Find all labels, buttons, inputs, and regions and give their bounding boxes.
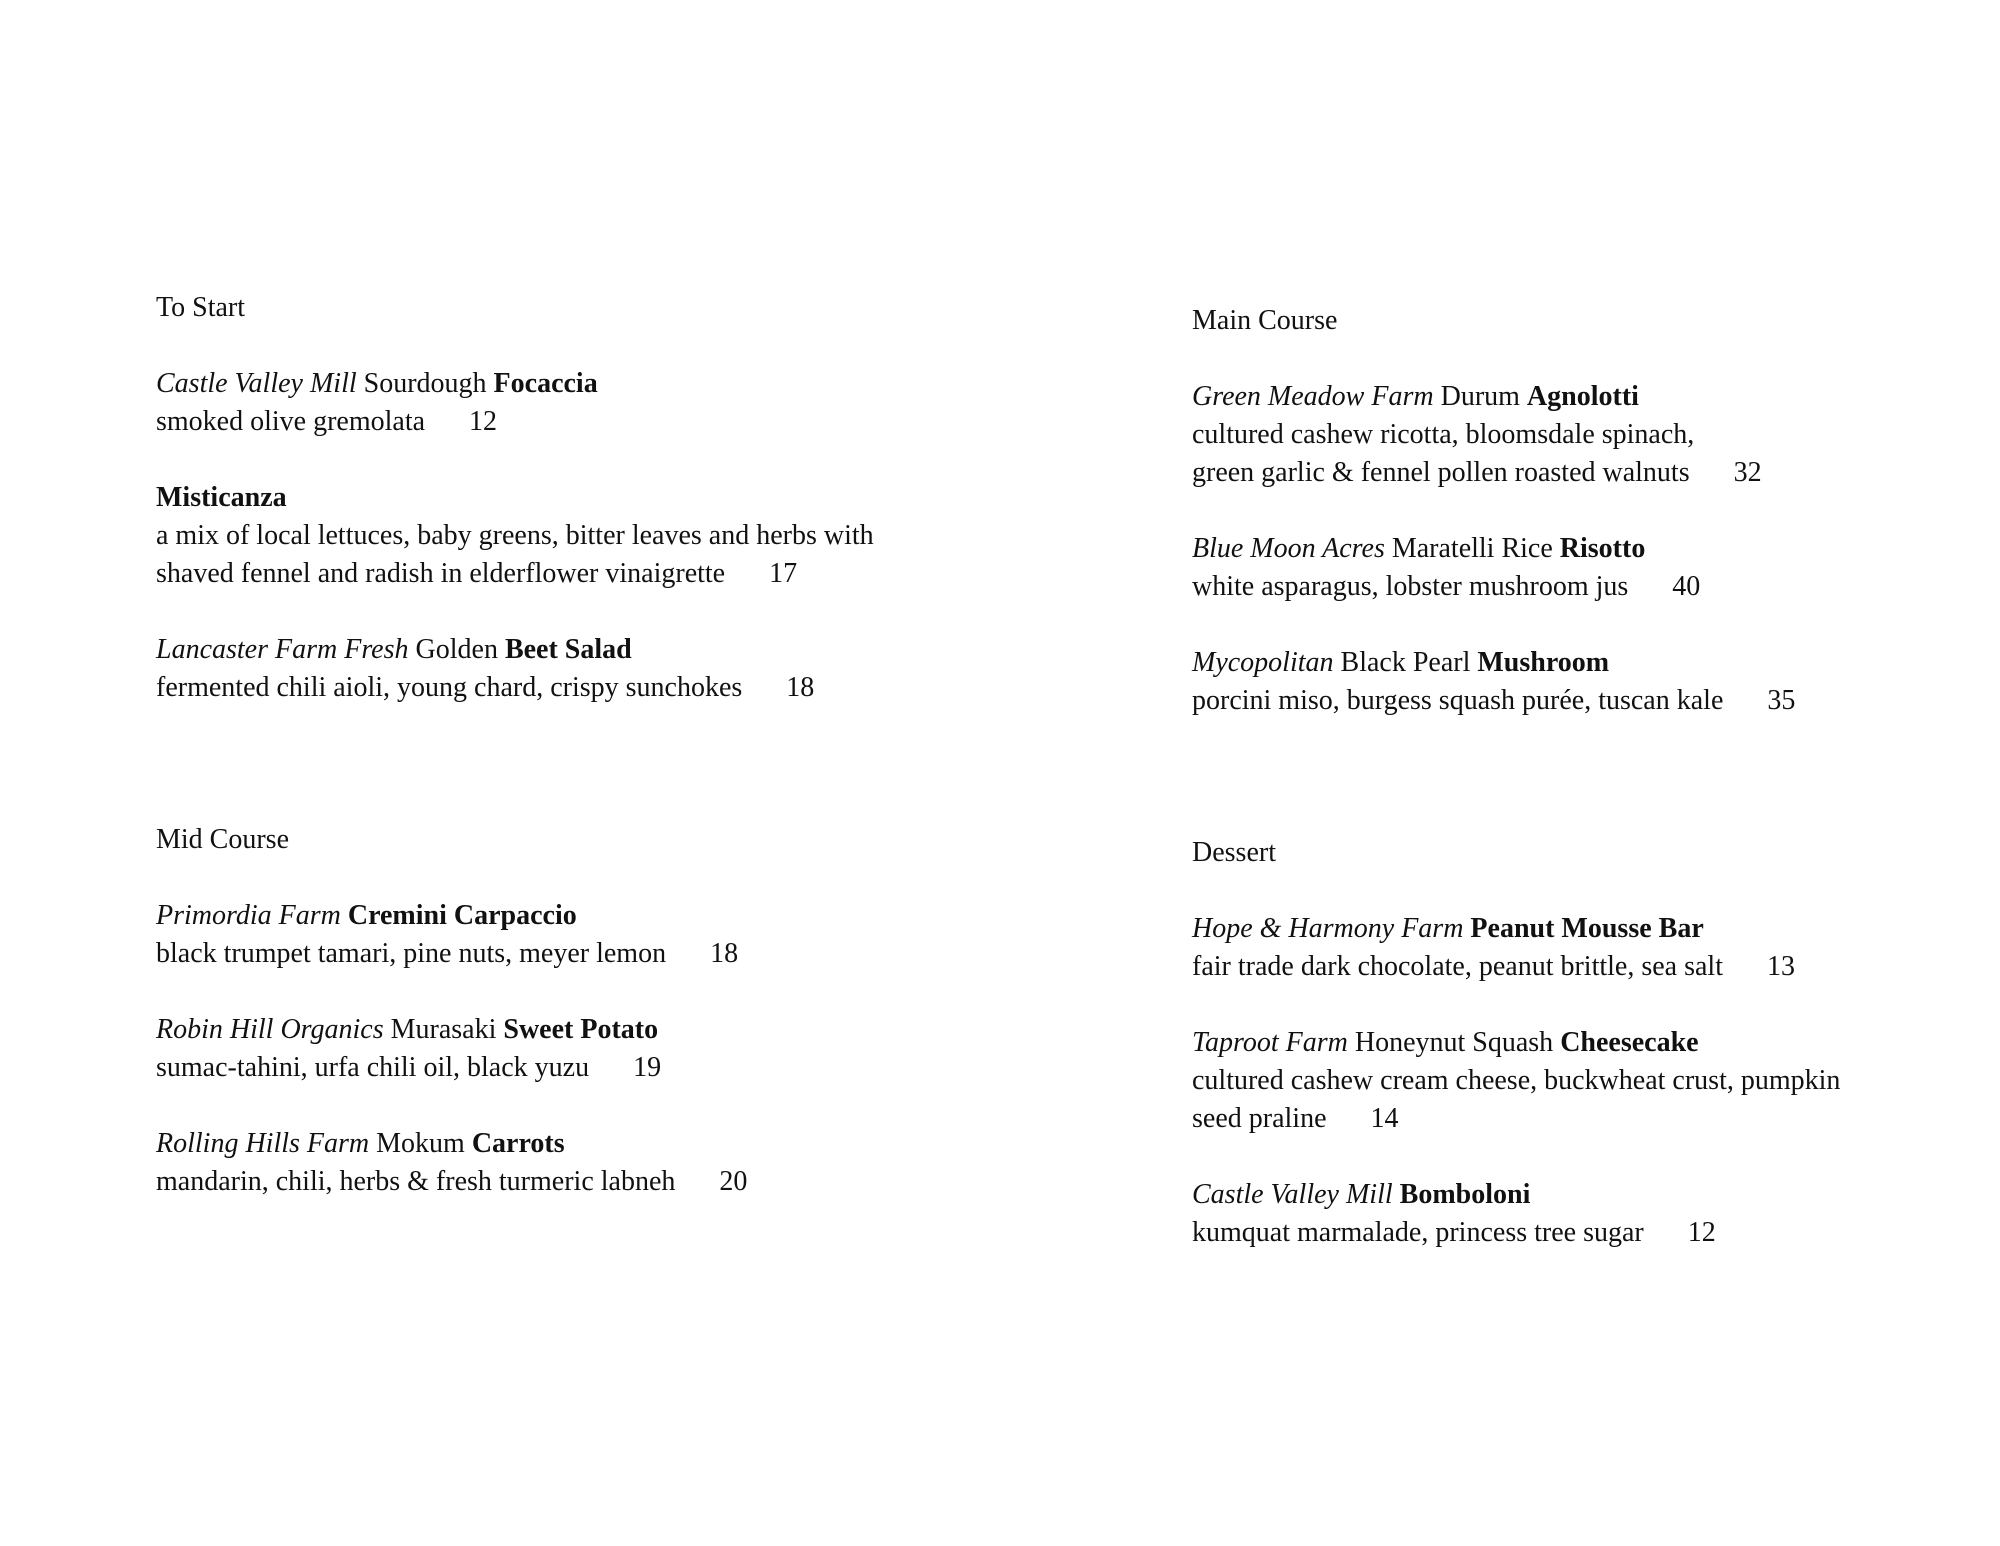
item-farm: Hope & Harmony Farm <box>1192 913 1464 944</box>
menu-item-peanut-mousse-bar <box>1192 910 1972 986</box>
item-description: black trumpet tamari, pine nuts, meyer lemon <box>156 938 667 969</box>
menu-item-beet-salad <box>156 631 1016 707</box>
item-description: fair trade dark chocolate, peanut brittle, sea salt <box>1192 951 1723 982</box>
item-name: Cheesecake <box>1560 1027 1699 1058</box>
item-description: kumquat marmalade, princess tree sugar <box>1192 1217 1644 1248</box>
menu-item-misticanza <box>156 479 1016 593</box>
item-farm: Green Meadow Farm <box>1192 381 1434 412</box>
menu-item-cremini-carpaccio <box>156 897 1016 973</box>
item-title <box>1192 910 1972 948</box>
section-title-mid-course: Mid Course <box>156 824 289 855</box>
item-variety: Sourdough <box>363 368 487 399</box>
item-price: 18 <box>710 938 739 969</box>
item-price: 14 <box>1370 1103 1399 1134</box>
item-description: cultured cashew cream cheese, buckwheat crust, pumpkin seed praline <box>1192 1065 1841 1134</box>
item-title <box>156 631 1016 669</box>
section-mid-course <box>156 821 1016 1201</box>
item-variety: Honeynut Squash <box>1354 1027 1554 1058</box>
item-title <box>1192 644 1972 682</box>
item-description: smoked olive gremolata <box>156 406 426 437</box>
menu-right-column <box>1192 302 1972 1290</box>
menu-item-carrots <box>156 1125 1016 1201</box>
section-title-to-start: To Start <box>156 292 246 323</box>
item-description: mandarin, chili, herbs & fresh turmeric labneh <box>156 1166 676 1197</box>
item-title <box>1192 1024 1972 1062</box>
item-farm: Castle Valley Mill <box>156 368 357 399</box>
item-price: 19 <box>633 1052 662 1083</box>
item-farm: Castle Valley Mill <box>1192 1179 1393 1210</box>
item-variety: Mokum <box>376 1128 465 1159</box>
section-main-course <box>1192 302 1972 720</box>
item-title <box>1192 530 1972 568</box>
item-name: Peanut Mousse Bar <box>1470 913 1704 944</box>
item-farm: Lancaster Farm Fresh <box>156 634 409 665</box>
item-variety: Maratelli Rice <box>1391 533 1553 564</box>
menu-item-risotto <box>1192 530 1972 606</box>
section-title-dessert: Dessert <box>1192 837 1276 868</box>
item-price: 17 <box>769 558 798 589</box>
item-farm: Primordia Farm <box>156 900 341 931</box>
item-farm: Taproot Farm <box>1192 1027 1348 1058</box>
section-dessert <box>1192 834 1972 1252</box>
item-farm: Robin Hill Organics <box>156 1014 384 1045</box>
item-title <box>156 365 1016 403</box>
section-to-start <box>156 289 1016 707</box>
item-price: 32 <box>1733 457 1762 488</box>
item-price: 40 <box>1672 571 1701 602</box>
item-price: 18 <box>786 672 815 703</box>
item-description: porcini miso, burgess squash purée, tuscan kale <box>1192 685 1724 716</box>
menu-item-agnolotti <box>1192 378 1972 492</box>
item-price: 12 <box>1687 1217 1716 1248</box>
item-name: Bomboloni <box>1399 1179 1531 1210</box>
item-name: Agnolotti <box>1526 381 1639 412</box>
menu-item-focaccia <box>156 365 1016 441</box>
item-name: Sweet Potato <box>503 1014 659 1045</box>
item-name: Carrots <box>471 1128 565 1159</box>
item-description: white asparagus, lobster mushroom jus <box>1192 571 1629 602</box>
item-price: 12 <box>469 406 498 437</box>
menu-item-sweet-potato <box>156 1011 1016 1087</box>
item-variety: Murasaki <box>390 1014 497 1045</box>
item-title <box>156 897 1016 935</box>
item-name: Misticanza <box>156 482 287 513</box>
item-farm: Rolling Hills Farm <box>156 1128 370 1159</box>
item-farm: Blue Moon Acres <box>1192 533 1385 564</box>
item-title <box>156 1125 1016 1163</box>
item-title <box>1192 1176 1972 1214</box>
item-description: cultured cashew ricotta, bloomsdale spinach, green garlic & fennel pollen roasted walnuts <box>1192 419 1695 488</box>
item-title <box>156 479 1016 517</box>
item-variety: Durum <box>1440 381 1520 412</box>
item-title <box>156 1011 1016 1049</box>
item-farm: Mycopolitan <box>1192 647 1334 678</box>
menu-item-mushroom <box>1192 644 1972 720</box>
item-price: 35 <box>1767 685 1796 716</box>
item-variety: Black Pearl <box>1340 647 1471 678</box>
item-description: sumac-tahini, urfa chili oil, black yuzu <box>156 1052 590 1083</box>
item-name: Beet Salad <box>504 634 632 665</box>
item-name: Risotto <box>1559 533 1646 564</box>
item-title <box>1192 378 1972 416</box>
item-description: fermented chili aioli, young chard, crispy sunchokes <box>156 672 743 703</box>
item-price: 13 <box>1766 951 1795 982</box>
item-price: 20 <box>719 1166 748 1197</box>
item-name: Focaccia <box>493 368 598 399</box>
menu-item-cheesecake <box>1192 1024 1972 1138</box>
menu-left-column <box>156 289 1016 1239</box>
item-name: Mushroom <box>1477 647 1610 678</box>
section-title-main-course: Main Course <box>1192 305 1338 336</box>
item-description: a mix of local lettuces, baby greens, bitter leaves and herbs with shaved fennel and radish in elderflower vinaigrette <box>156 520 874 589</box>
item-variety: Golden <box>415 634 498 665</box>
item-name: Cremini Carpaccio <box>347 900 577 931</box>
menu-item-bomboloni <box>1192 1176 1972 1252</box>
